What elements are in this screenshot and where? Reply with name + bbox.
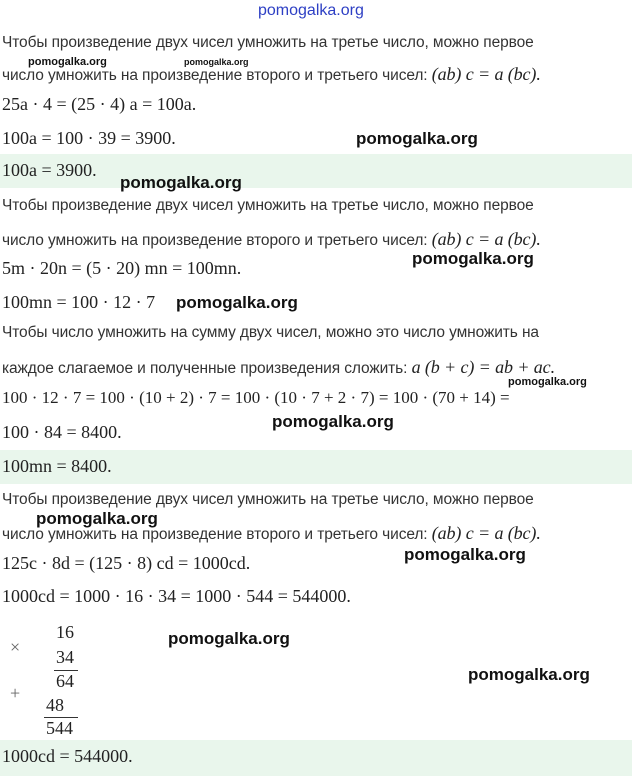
equation: 125c · 8d = (125 · 8) cd = 1000cd. — [2, 553, 251, 573]
rule-text-part: каждое слагаемое и полученные произведения сложить: — [2, 360, 408, 377]
rule-text — [2, 229, 541, 250]
watermark: pomogalka.org — [168, 629, 290, 648]
watermark: pomogalka.org — [468, 665, 590, 684]
watermark: pomogalka.org — [508, 376, 587, 388]
rule-text: Чтобы число умножить на сумму двух чисел, можно это число умножить на — [2, 324, 539, 341]
rule-text: Чтобы произведение двух чисел умножить на третье число, можно первое — [2, 491, 534, 508]
equation: 100mn = 100 · 12 · 7 — [2, 292, 156, 312]
equation: 100 · 12 · 7 = 100 · (10 + 2) · 7 = 100 · (10 · 7 + 2 · 7) = 100 · (70 + 14) = — [2, 388, 510, 407]
watermark: pomogalka.org — [404, 545, 526, 564]
rule-formula: (ab) c = a (bc). — [431, 64, 541, 84]
rule-text — [2, 523, 541, 544]
equation: 1000cd = 1000 · 16 · 34 = 1000 · 544 = 544000. — [2, 586, 351, 606]
watermark: pomogalka.org — [176, 293, 298, 312]
column-result: 544 — [46, 718, 73, 738]
answer: 100a = 3900. — [2, 160, 97, 180]
equation: 100a = 100 · 39 = 3900. — [2, 128, 176, 148]
column-partial-product: 64 — [56, 671, 74, 691]
rule-text-part: число умножить на произведение второго и третьего чисел: — [2, 67, 428, 84]
column-operand: 16 — [56, 622, 74, 642]
watermark: pomogalka.org — [272, 412, 394, 431]
column-multiply-sign: × — [10, 637, 21, 657]
equation: 100 · 84 = 8400. — [2, 422, 122, 442]
column-add-sign: + — [10, 683, 21, 703]
watermark: pomogalka.org — [36, 509, 158, 528]
answer: 100mn = 8400. — [2, 456, 112, 476]
column-partial-product: 48 — [46, 695, 64, 715]
rule-formula: (ab) c = a (bc). — [431, 229, 541, 249]
watermark: pomogalka.org — [28, 56, 107, 68]
column-operand: 34 — [56, 647, 74, 667]
rule-text — [2, 357, 555, 378]
watermark: pomogalka.org — [120, 173, 242, 192]
watermark: pomogalka.org — [412, 249, 534, 268]
rule-text-part: число умножить на произведение второго и третьего чисел: — [2, 232, 428, 249]
rule-formula: (ab) c = a (bc). — [431, 523, 541, 543]
equation: 25a · 4 = (25 · 4) a = 100a. — [2, 94, 197, 114]
watermark: pomogalka.org — [356, 129, 478, 148]
rule-formula: a (b + c) = ab + ac. — [411, 357, 555, 377]
rule-text: Чтобы произведение двух чисел умножить на третье число, можно первое — [2, 197, 534, 214]
watermark-top: pomogalka.org — [258, 2, 364, 19]
rule-text-part: число умножить на произведение второго и третьего чисел: — [2, 526, 428, 543]
rule-text: Чтобы произведение двух чисел умножить на третье число, можно первое — [2, 34, 534, 51]
answer: 1000cd = 544000. — [2, 746, 133, 766]
equation: 5m · 20n = (5 · 20) mn = 100mn. — [2, 258, 242, 278]
watermark: pomogalka.org — [184, 57, 249, 67]
